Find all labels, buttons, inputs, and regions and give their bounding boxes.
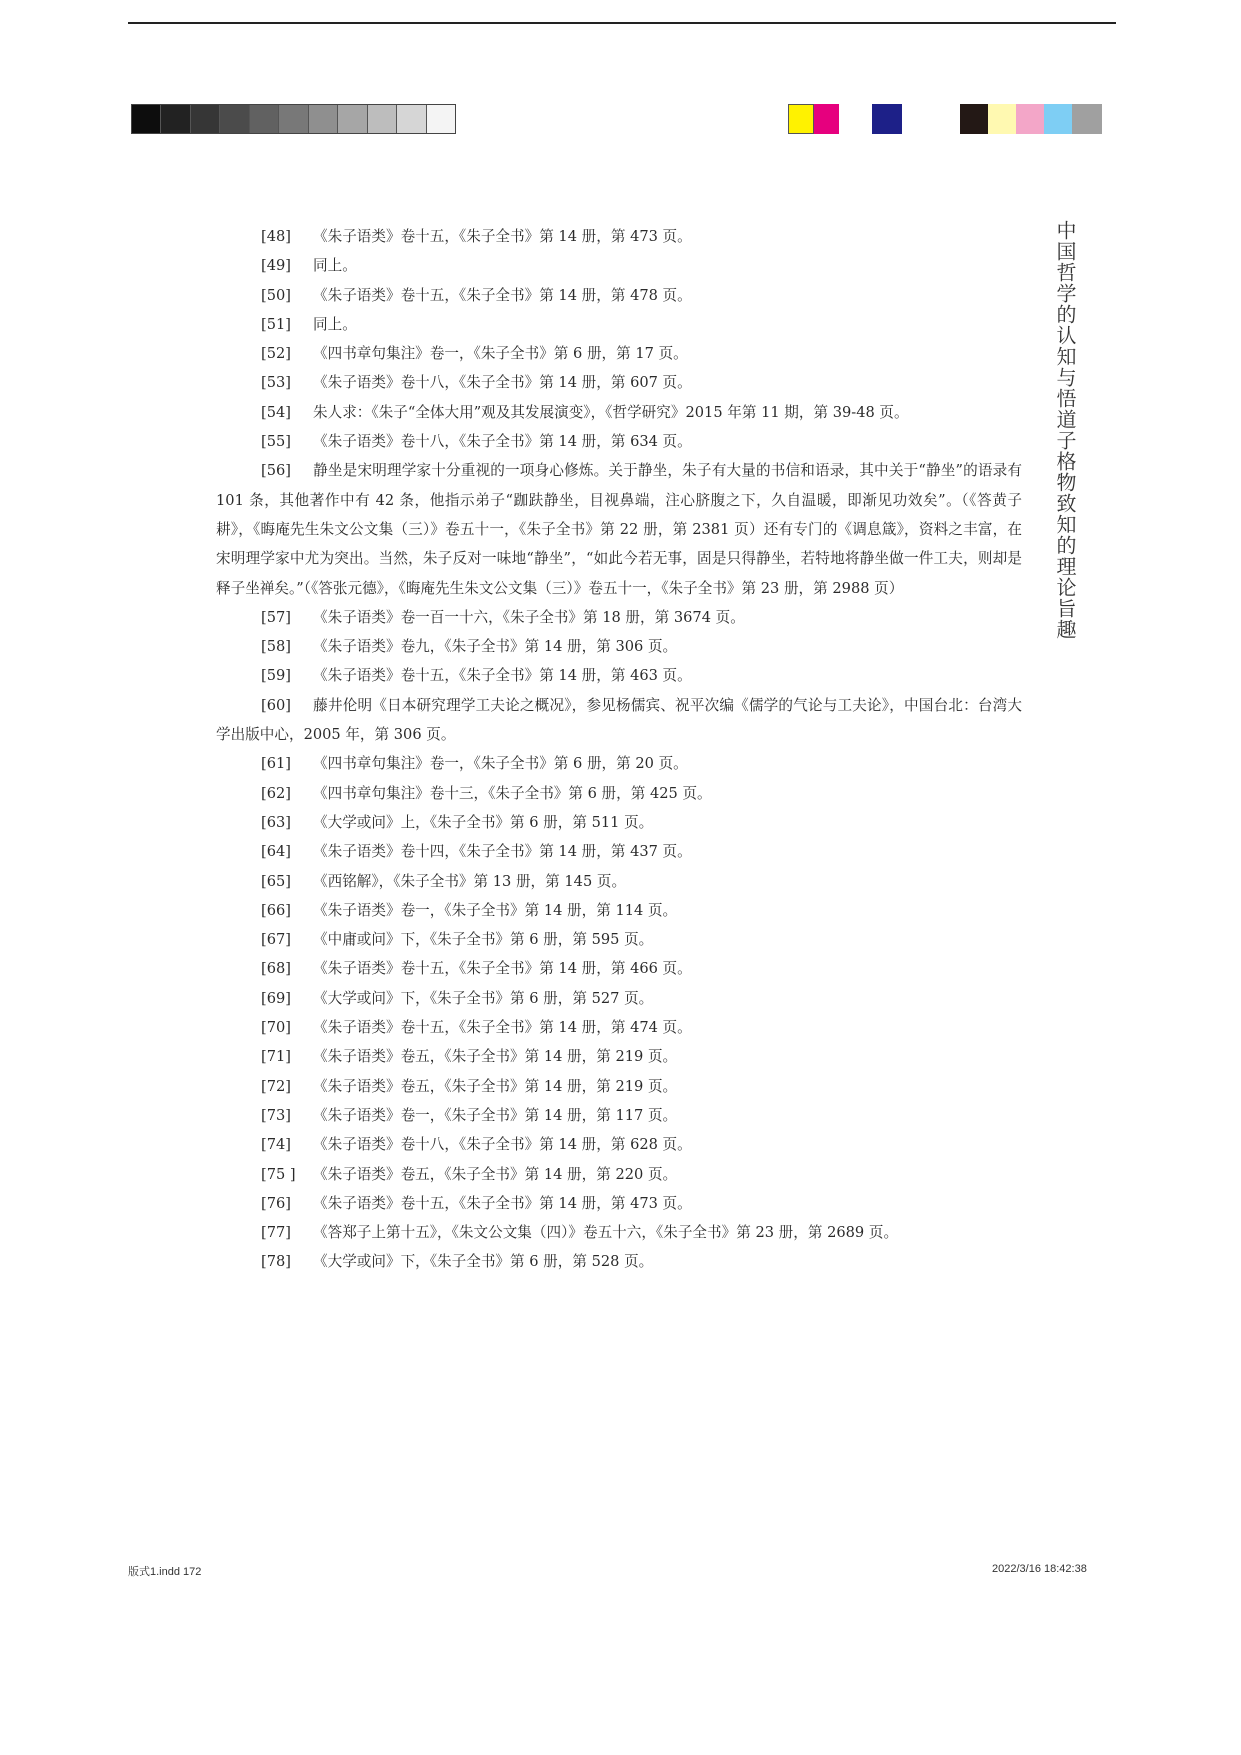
endnote-number: [73] bbox=[261, 1106, 291, 1124]
endnote bbox=[216, 632, 1022, 661]
endnote-text: 《朱子语类》卷十五，《朱子全书》第 14 册，第 473 页。 bbox=[313, 228, 692, 245]
endnote-text: 藤井伦明《日本研究理学工夫论之概况》，参见杨儒宾、祝平次编《儒学的气论与工夫论》，中国台北：台湾大学出版中心，2005 年，第 306 页。 bbox=[216, 696, 1022, 744]
endnote bbox=[216, 1218, 1022, 1247]
endnote-number: [70] bbox=[261, 1019, 291, 1037]
color-swatch-magenta bbox=[814, 104, 839, 134]
endnote bbox=[216, 925, 1022, 954]
gray-step bbox=[191, 105, 220, 133]
endnote bbox=[216, 1042, 1022, 1071]
color-swatch-light-yellow bbox=[988, 104, 1016, 134]
endnote bbox=[216, 1189, 1022, 1218]
endnote bbox=[216, 984, 1022, 1013]
footer-timestamp: 2022/3/16 18:42:38 bbox=[992, 1563, 1087, 1575]
grayscale-calibration-bar bbox=[131, 104, 456, 134]
endnote-text: 《朱子语类》卷十五，《朱子全书》第 14 册，第 466 页。 bbox=[313, 960, 692, 978]
endnote-number: [59] bbox=[261, 667, 291, 685]
endnote bbox=[216, 661, 1022, 690]
endnote bbox=[216, 749, 1022, 778]
endnote-text: 《朱子语类》卷十五，《朱子全书》第 14 册，第 474 页。 bbox=[313, 1019, 692, 1037]
endnote bbox=[216, 1160, 1022, 1189]
endnote-number: [78] bbox=[261, 1253, 291, 1271]
endnote-text: 朱人求：《朱子“全体大用”观及其发展演变》，《哲学研究》2015 年第 11 期，第 39-48 页。 bbox=[313, 403, 909, 421]
footer-file-info: 版式1.indd 172 bbox=[128, 1566, 202, 1578]
endnote-text: 《四书章句集注》卷一，《朱子全书》第 6 册，第 17 页。 bbox=[313, 345, 688, 363]
endnote-text: 《大学或问》下，《朱子全书》第 6 册，第 527 页。 bbox=[313, 989, 654, 1007]
endnote bbox=[216, 398, 1022, 427]
endnote-number: [50] bbox=[261, 286, 291, 304]
endnote bbox=[216, 339, 1022, 368]
endnote-number: [77] bbox=[261, 1224, 291, 1242]
endnote-number: [48] bbox=[261, 228, 291, 245]
endnote bbox=[216, 1130, 1022, 1159]
endnote-number: [55] bbox=[261, 433, 291, 451]
endnote-number: [58] bbox=[261, 638, 291, 656]
endnote bbox=[216, 896, 1022, 925]
endnote-number: [74] bbox=[261, 1136, 291, 1154]
endnote bbox=[216, 691, 1022, 750]
color-swatch-black bbox=[960, 104, 988, 134]
endnote bbox=[216, 281, 1022, 310]
endnote-text: 《朱子语类》卷五，《朱子全书》第 14 册，第 219 页。 bbox=[313, 1077, 678, 1095]
endnote-number: [54] bbox=[261, 403, 291, 421]
endnote-number: [71] bbox=[261, 1048, 291, 1066]
color-swatch-gray bbox=[1072, 104, 1102, 134]
color-swatch-cyan bbox=[1044, 104, 1072, 134]
endnote bbox=[216, 310, 1022, 339]
endnote-text: 《朱子语类》卷一，《朱子全书》第 14 册，第 117 页。 bbox=[313, 1106, 678, 1124]
endnote-text: 《朱子语类》卷一百一十六，《朱子全书》第 18 册，第 3674 页。 bbox=[313, 608, 745, 626]
endnote-text: 同上。 bbox=[313, 315, 357, 333]
endnote bbox=[216, 1013, 1022, 1042]
endnote-number: [75 ] bbox=[261, 1165, 296, 1183]
endnote-text: 《朱子语类》卷五，《朱子全书》第 14 册，第 219 页。 bbox=[313, 1048, 678, 1066]
endnote bbox=[216, 779, 1022, 808]
endnote-number: [64] bbox=[261, 843, 291, 861]
endnote-text: 《朱子语类》卷十五，《朱子全书》第 14 册，第 478 页。 bbox=[313, 286, 692, 304]
endnote bbox=[216, 368, 1022, 397]
endnote-text: 《大学或问》下，《朱子全书》第 6 册，第 528 页。 bbox=[313, 1253, 654, 1271]
endnote bbox=[216, 603, 1022, 632]
endnote bbox=[216, 808, 1022, 837]
gray-step bbox=[397, 105, 426, 133]
endnote bbox=[216, 251, 1022, 280]
endnote-text: 《朱子语类》卷一，《朱子全书》第 14 册，第 114 页。 bbox=[313, 901, 678, 919]
endnote-number: [56] bbox=[261, 462, 291, 480]
endnote-number: [69] bbox=[261, 989, 291, 1007]
endnote-number: [63] bbox=[261, 813, 291, 831]
endnote bbox=[216, 867, 1022, 896]
endnote-text: 《朱子语类》卷十五，《朱子全书》第 14 册，第 463 页。 bbox=[313, 667, 692, 685]
color-swatch-blue bbox=[872, 104, 902, 134]
gray-step bbox=[161, 105, 190, 133]
gray-step bbox=[250, 105, 279, 133]
endnote-number: [67] bbox=[261, 931, 291, 949]
color-swatch-pink bbox=[1016, 104, 1044, 134]
gray-step bbox=[309, 105, 338, 133]
running-title: 中国哲学的认知与悟道子格物致知的理论旨趣 bbox=[1053, 220, 1077, 640]
endnote-number: [68] bbox=[261, 960, 291, 978]
gray-step bbox=[338, 105, 367, 133]
endnote-text: 《大学或问》上，《朱子全书》第 6 册，第 511 页。 bbox=[313, 813, 654, 831]
endnotes bbox=[216, 222, 1022, 1277]
endnote bbox=[216, 222, 1022, 251]
endnote-text: 《朱子语类》卷十四，《朱子全书》第 14 册，第 437 页。 bbox=[313, 843, 692, 861]
endnote-text: 《四书章句集注》卷十三，《朱子全书》第 6 册，第 425 页。 bbox=[313, 784, 712, 802]
endnote-number: [49] bbox=[261, 257, 291, 275]
endnote-number: [72] bbox=[261, 1077, 291, 1095]
endnote-text: 《朱子语类》卷十八，《朱子全书》第 14 册，第 607 页。 bbox=[313, 374, 692, 392]
endnote-number: [61] bbox=[261, 755, 291, 773]
gray-step bbox=[220, 105, 249, 133]
endnote bbox=[216, 837, 1022, 866]
endnote-number: [51] bbox=[261, 315, 291, 333]
gray-step bbox=[368, 105, 397, 133]
endnote-number: [60] bbox=[261, 696, 291, 714]
endnote-text: 静坐是宋明理学家十分重视的一项身心修炼。关于静坐，朱子有大量的书信和语录，其中关于“静坐”的语录有 101 条，其他著作中有 42 条，他指示弟子“跏趺静坐，目视鼻端，注心脐腹之下，久自温暖，即渐见功效矣”。（《答黄子耕》，《晦庵先生朱文公文集（三）》卷五十一，《朱子全书》第 22 册，第 2381 页）还有专门的《调息箴》，资料之丰富，在宋明理学家中尤为突出。当然，朱子反对一味地“静坐”，“如此今若无事，固是只得静坐，若特地将静坐做一件工夫，则却是释子坐禅矣。”（《答张元德》，《晦庵先生朱文公文集（三）》卷五十一，《朱子全书》第 23 册，第 2988 页） bbox=[216, 462, 1022, 597]
endnote-text: 《答郑子上第十五》，《朱文公文集（四）》卷五十六，《朱子全书》第 23 册，第 2689 页。 bbox=[313, 1224, 899, 1242]
gray-step bbox=[132, 105, 161, 133]
endnote-number: [65] bbox=[261, 872, 291, 890]
gray-step bbox=[427, 105, 455, 133]
endnote bbox=[216, 427, 1022, 456]
crop-rule bbox=[128, 22, 1116, 24]
endnote-number: [62] bbox=[261, 784, 291, 802]
endnote bbox=[216, 1101, 1022, 1130]
endnote bbox=[216, 1247, 1022, 1276]
endnote-text: 《中庸或问》下，《朱子全书》第 6 册，第 595 页。 bbox=[313, 931, 654, 949]
endnote-text: 《朱子语类》卷五，《朱子全书》第 14 册，第 220 页。 bbox=[313, 1165, 678, 1183]
endnote-text: 同上。 bbox=[313, 257, 357, 275]
endnote-text: 《西铭解》，《朱子全书》第 13 册，第 145 页。 bbox=[313, 872, 627, 890]
color-swatch-yellow bbox=[788, 104, 814, 134]
endnote-number: [53] bbox=[261, 374, 291, 392]
endnote bbox=[216, 954, 1022, 983]
endnote bbox=[216, 456, 1022, 602]
endnote-number: [66] bbox=[261, 901, 291, 919]
gray-step bbox=[279, 105, 308, 133]
endnote-text: 《朱子语类》卷九，《朱子全书》第 14 册，第 306 页。 bbox=[313, 638, 678, 656]
endnote-text: 《朱子语类》卷十八，《朱子全书》第 14 册，第 628 页。 bbox=[313, 1136, 692, 1154]
endnote-number: [76] bbox=[261, 1194, 291, 1212]
endnote-number: [57] bbox=[261, 608, 291, 626]
endnote-text: 《朱子语类》卷十八，《朱子全书》第 14 册，第 634 页。 bbox=[313, 433, 692, 451]
endnote-text: 《朱子语类》卷十五，《朱子全书》第 14 册，第 473 页。 bbox=[313, 1194, 692, 1212]
endnote-number: [52] bbox=[261, 345, 291, 363]
endnote-text: 《四书章句集注》卷一，《朱子全书》第 6 册，第 20 页。 bbox=[313, 755, 688, 773]
endnote bbox=[216, 1072, 1022, 1101]
